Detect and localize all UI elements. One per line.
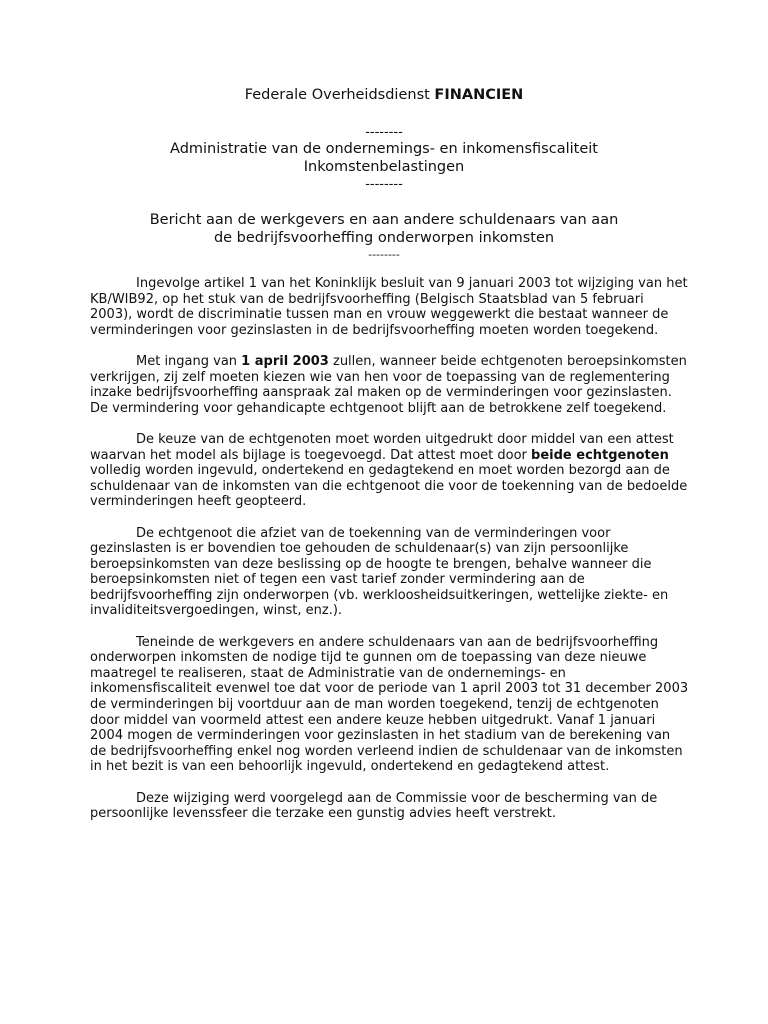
paragraph-2-emphasis: 1 april 2003: [241, 353, 329, 369]
paragraph-1: Ingevolge artikel 1 van het Koninklijk besluit van 9 januari 2003 tot wijziging van het KB/WIB92, op het stuk van de bedrijfsvoorheffing (Belgisch Staatsblad van 5 februari 2003), wordt de discriminatie tussen man en vrouw weggewerkt die bestaat wanneer de verminderingen voor gezinslasten in de bedrijfsvoorheffing moeten worden toegekend.: [90, 276, 688, 338]
agency-name: FINANCIEN: [434, 87, 524, 103]
agency-prefix: Federale Overheidsdienst: [244, 87, 435, 103]
paragraph-6: Deze wijziging werd voorgelegd aan de Commissie voor de bescherming van de persoonlijke levenssfeer die terzake een gunstig advies heeft verstrekt.: [90, 790, 658, 822]
administration-heading: Administratie van de ondernemings- en inkomensfiscaliteit: [170, 141, 598, 157]
separator: --------: [365, 177, 403, 192]
paragraph-3-text: volledig worden ingevuld, ondertekend en gedagtekend en moet worden bezorgd aan de schuldenaar van de inkomsten van die echtgenoot die voor de toekenning van de bedoelde verminderingen heeft geopteerd.: [90, 463, 688, 510]
paragraph-2-text: zullen, wanneer beide echtgenoten beroepsinkomsten verkrijgen, zij zelf moeten kiezen wie van hen voor de toepassing van de reglementering inzake bedrijfsvoorheffing aanspraak zal maken op de verminderingen voor gezinslasten. De vermindering voor gehandicapte echtgenoot blijft aan de betrokkene zelf toegekend.: [90, 353, 687, 416]
agency-heading: [0, 86, 768, 104]
paragraph-3-text: De keuze van de echtgenoten moet worden uitgedrukt door middel van een attest waarvan het model als bijlage is toegevoegd. Dat attest moet door: [90, 431, 674, 463]
paragraph-2: [90, 354, 690, 416]
paragraph-2-text: Met ingang van: [136, 353, 242, 369]
department-heading: Inkomstenbelastingen: [303, 159, 465, 175]
paragraph-3-emphasis: beide echtgenoten: [531, 447, 669, 463]
separator: --------: [368, 248, 400, 261]
document-body: [90, 276, 690, 837]
separator: --------: [365, 125, 403, 140]
paragraph-3: [90, 432, 690, 510]
paragraph-5: Teneinde de werkgevers en andere schuldenaars van aan de bedrijfsvoorheffing onderworpen inkomsten de nodige tijd te gunnen om de toepassing van deze nieuwe maatregel te realiseren, staat de Administratie van de ondernemings- en inkomensfiscaliteit evenwel toe dat voor de periode van 1 april 2003 tot 31 december 2003 de verminderingen bij voortduur aan de man worden toegekend, tenzij de echtgenoten door middel van voormeld attest een andere keuze hebben uitgedrukt. Vanaf 1 januari 2004 mogen de verminderingen voor gezinslasten in het stadium van de berekening van de bedrijfsvoorheffing enkel nog worden verleend indien de schuldenaar van de inkomsten in het bezit is van een behoorlijk ingevuld, ondertekend en gedagtekend attest.: [90, 634, 689, 775]
notice-title-line-1: Bericht aan de werkgevers en aan andere schuldenaars van aan: [149, 212, 619, 228]
paragraph-4: De echtgenoot die afziet van de toekenning van de verminderingen voor gezinslasten is er bovendien toe gehouden de schuldenaar(s) van zijn persoonlijke beroepsinkomsten van deze beslissing op de hoogte te brengen, behalve wanneer die beroepsinkomsten niet of tegen een vast tarief zonder vermindering aan de bedrijfsvoorheffing zijn onderworpen (vb. werkloosheidsuitkeringen, wettelijke ziekte- en invaliditeitsvergoedingen, winst, enz.).: [90, 525, 669, 619]
notice-title-line-2: de bedrijfsvoorheffing onderworpen inkomsten: [213, 230, 555, 246]
